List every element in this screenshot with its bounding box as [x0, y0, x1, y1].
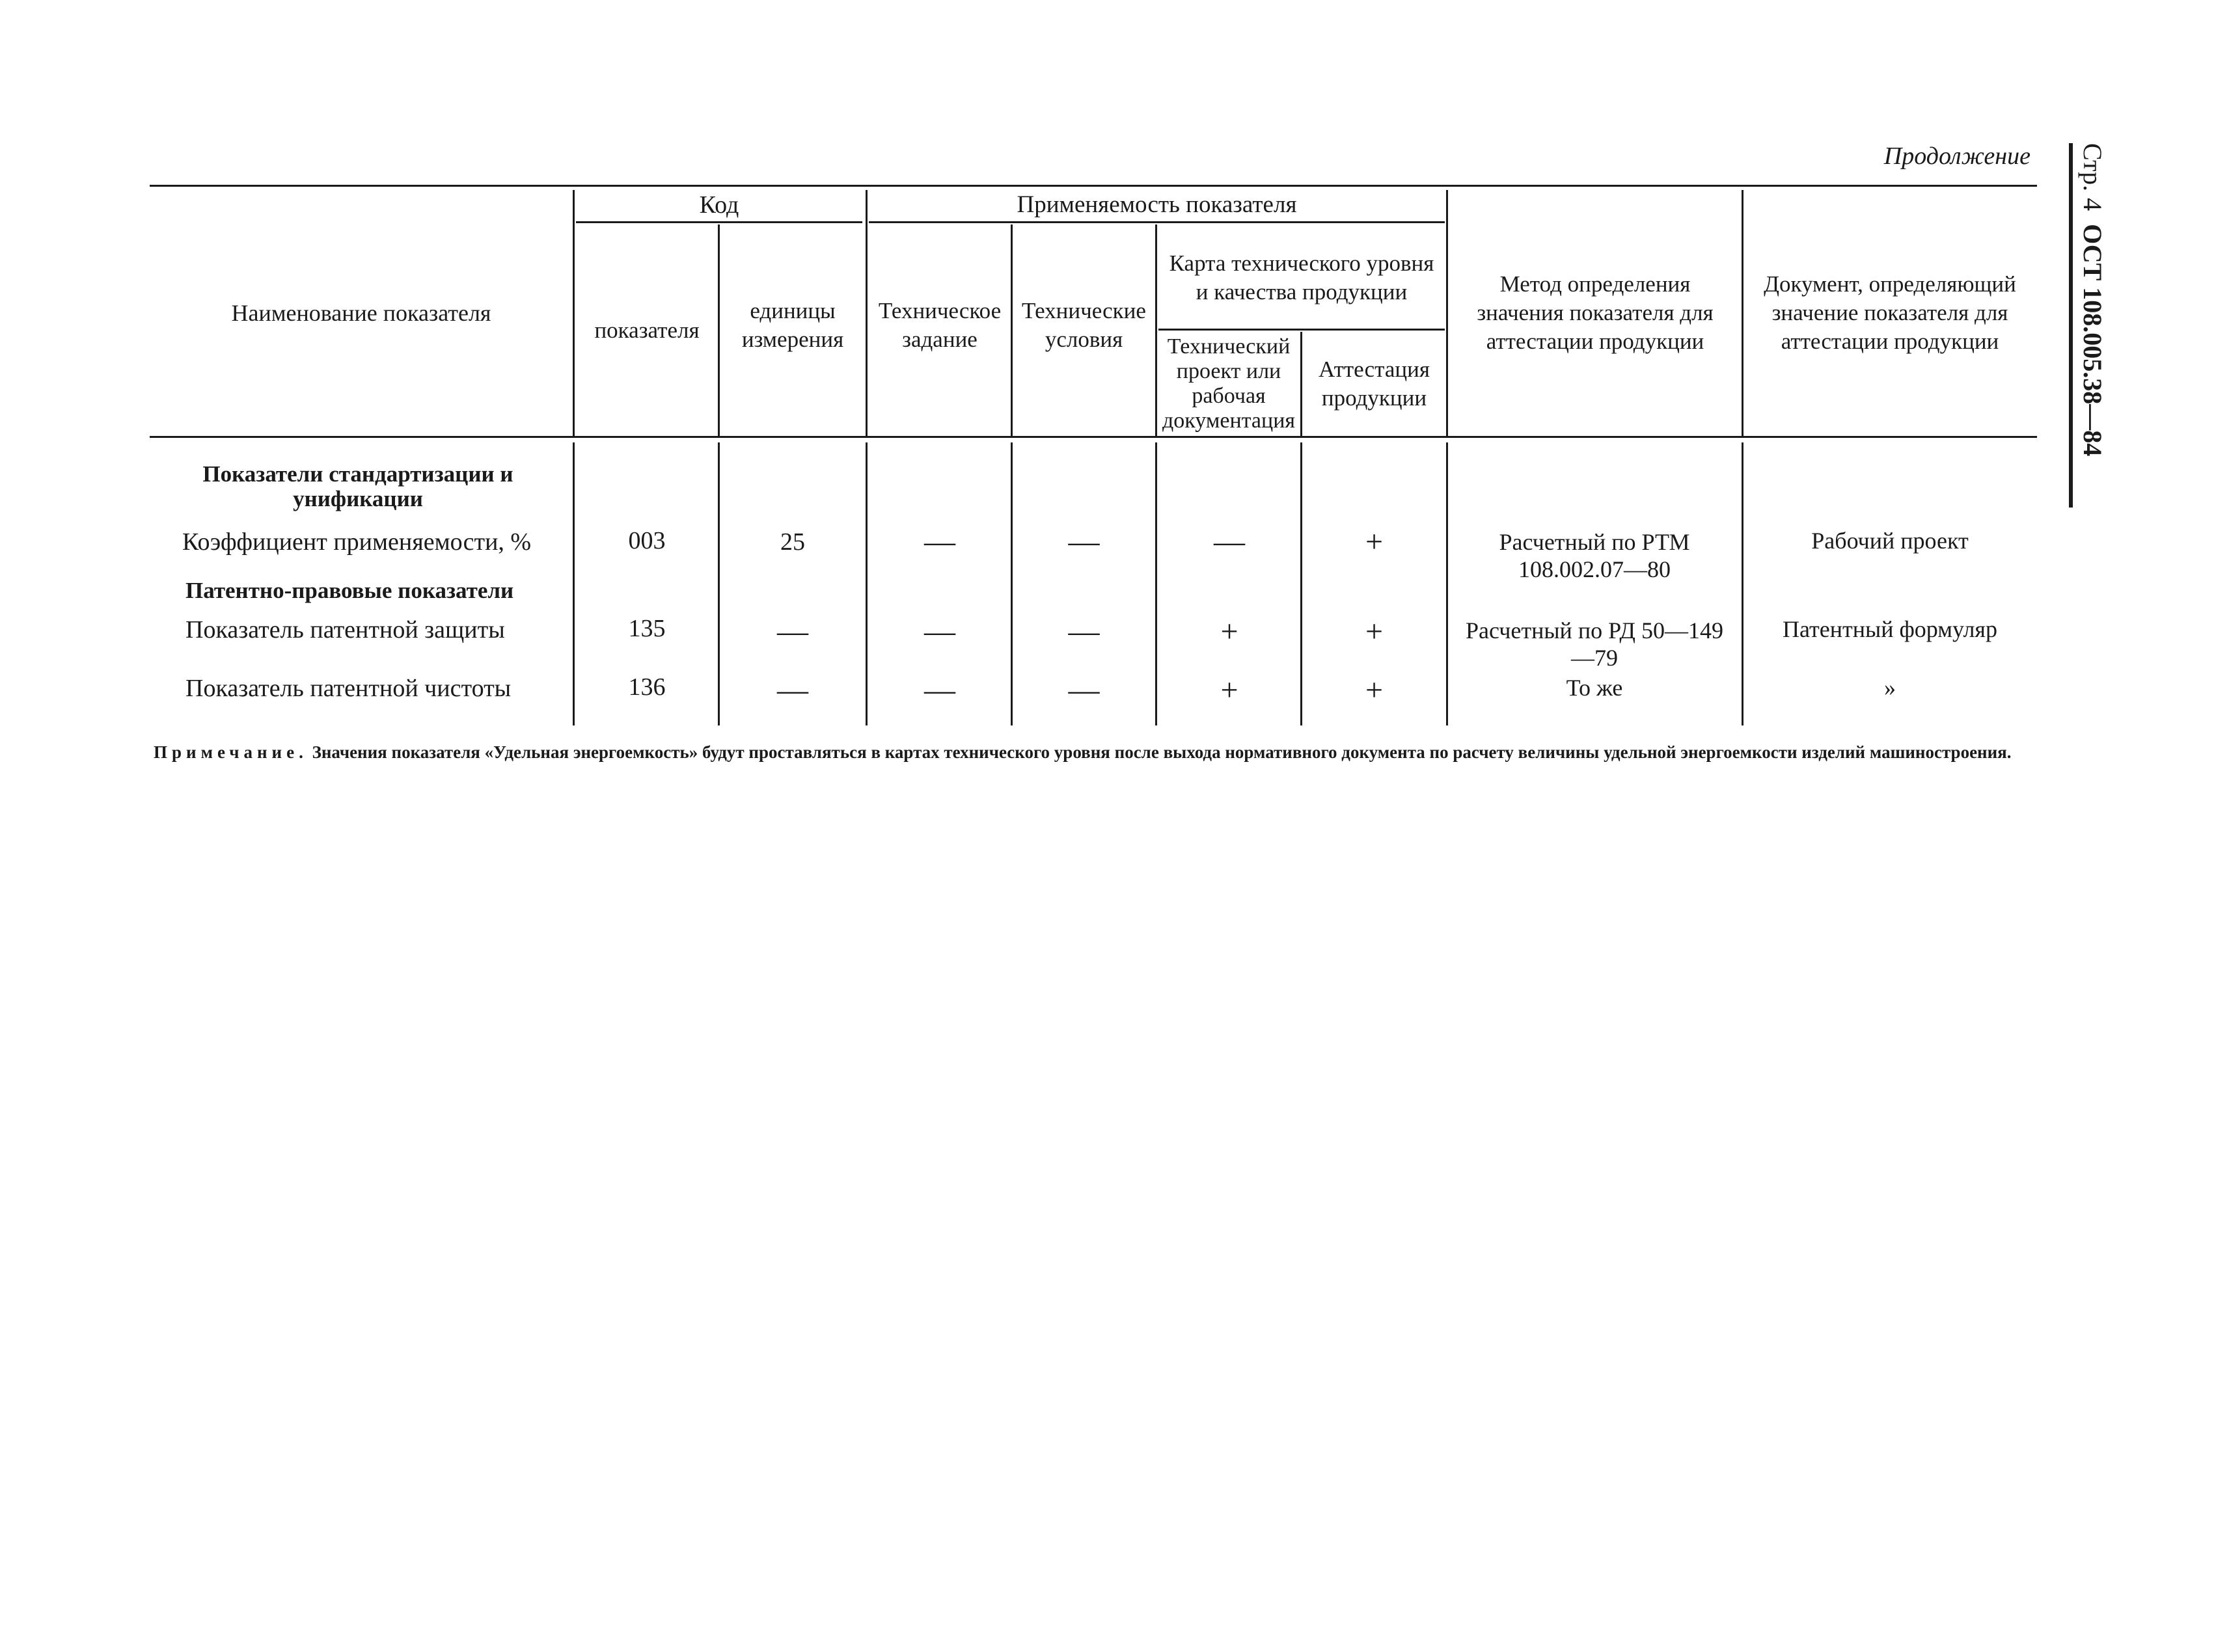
- row-tu: —: [1068, 524, 1100, 559]
- body-divider: [1446, 442, 1448, 725]
- header-divider: [1011, 224, 1013, 437]
- row-doc: Патентный формуляр: [1783, 616, 1997, 642]
- header-divider: [866, 190, 868, 437]
- header-bottom-rule: [150, 436, 2037, 438]
- header-name: Наименование показателя: [231, 300, 491, 326]
- row-unit: —: [777, 614, 808, 649]
- standard-number: ОСТ 108.005.38—84: [2078, 224, 2107, 457]
- applicability-underline: [869, 221, 1445, 223]
- row-att: +: [1365, 614, 1384, 649]
- row-tp: +: [1220, 614, 1238, 649]
- row-code: 003: [628, 527, 666, 554]
- body-divider: [866, 442, 868, 725]
- footnote-text: Значения показателя «Удельная энергоемкость» будут проставляться в картах технического уровня после выхода нормативного документа по расчету величины удельной энергоемкости изделий машиностроения.: [312, 742, 2012, 762]
- row-doc: »: [1884, 675, 1896, 701]
- row-name: Показатель патентной защиты: [185, 616, 505, 643]
- table-top-rule: [150, 185, 2037, 187]
- row-method: Расчетный по РД 50—149—79: [1466, 617, 1723, 671]
- header-tech-task: Техническое задание: [878, 298, 1002, 352]
- continuation-label: Продолжение: [1883, 142, 2031, 170]
- footnote-label: Примечание.: [154, 742, 308, 762]
- row-code: 136: [628, 673, 666, 701]
- row-method: То же: [1566, 675, 1623, 701]
- row-name: Коэффициент применяемости, %: [182, 528, 532, 556]
- side-header: [2069, 143, 2112, 508]
- header-quality-map: Карта технического уровня и качества продукции: [1169, 251, 1434, 305]
- header-method: Метод определения значения показателя для аттестации продукции: [1477, 271, 1714, 354]
- row-att: +: [1365, 524, 1384, 559]
- row-code: 135: [628, 615, 666, 642]
- row-tu: —: [1068, 673, 1100, 707]
- row-tz: —: [924, 673, 955, 707]
- page-number: Стр. 4: [2078, 143, 2107, 211]
- header-code: Код: [699, 191, 739, 219]
- header-divider: [1742, 190, 1744, 437]
- row-tz: —: [924, 614, 955, 649]
- body-divider: [1155, 442, 1157, 725]
- row-name: Показатель патентной чистоты: [185, 675, 512, 702]
- header-divider: [1446, 190, 1448, 437]
- header-applicability: Применяемость показателя: [1017, 191, 1297, 218]
- row-tp: —: [1214, 524, 1245, 559]
- header-divider: [1300, 332, 1302, 437]
- code-underline: [576, 221, 862, 223]
- header-divider: [1155, 224, 1157, 437]
- header-divider: [573, 190, 575, 437]
- row-doc: Рабочий проект: [1811, 528, 1969, 554]
- footnote: [154, 742, 2028, 763]
- header-document: Документ, определяющий значение показателя для аттестации продукции: [1764, 271, 2016, 354]
- body-divider: [718, 442, 720, 725]
- row-tp: +: [1220, 673, 1238, 707]
- header-attestation: Аттестация продукции: [1319, 357, 1430, 411]
- header-code-indicator: показателя: [594, 317, 700, 343]
- row-att: +: [1365, 673, 1384, 707]
- section-title: Показатели стандартизации и унификации: [202, 461, 513, 511]
- body-divider: [1300, 442, 1302, 725]
- quality-map-underline: [1158, 329, 1445, 331]
- row-method: Расчетный по РТМ 108.002.07—80: [1499, 529, 1690, 582]
- body-divider: [1742, 442, 1744, 725]
- row-unit: —: [777, 673, 808, 707]
- header-code-unit: единицы измерения: [741, 298, 844, 352]
- section-title: Патентно-правовые показатели: [185, 578, 514, 603]
- header-tech-conditions: Технические условия: [1022, 298, 1146, 352]
- header-divider: [718, 224, 720, 437]
- row-tu: —: [1068, 614, 1100, 649]
- row-tz: —: [924, 524, 955, 559]
- row-unit: 25: [780, 528, 805, 556]
- body-divider: [573, 442, 575, 725]
- body-divider: [1011, 442, 1013, 725]
- header-tech-project: Технический проект или рабочая документация: [1162, 334, 1296, 433]
